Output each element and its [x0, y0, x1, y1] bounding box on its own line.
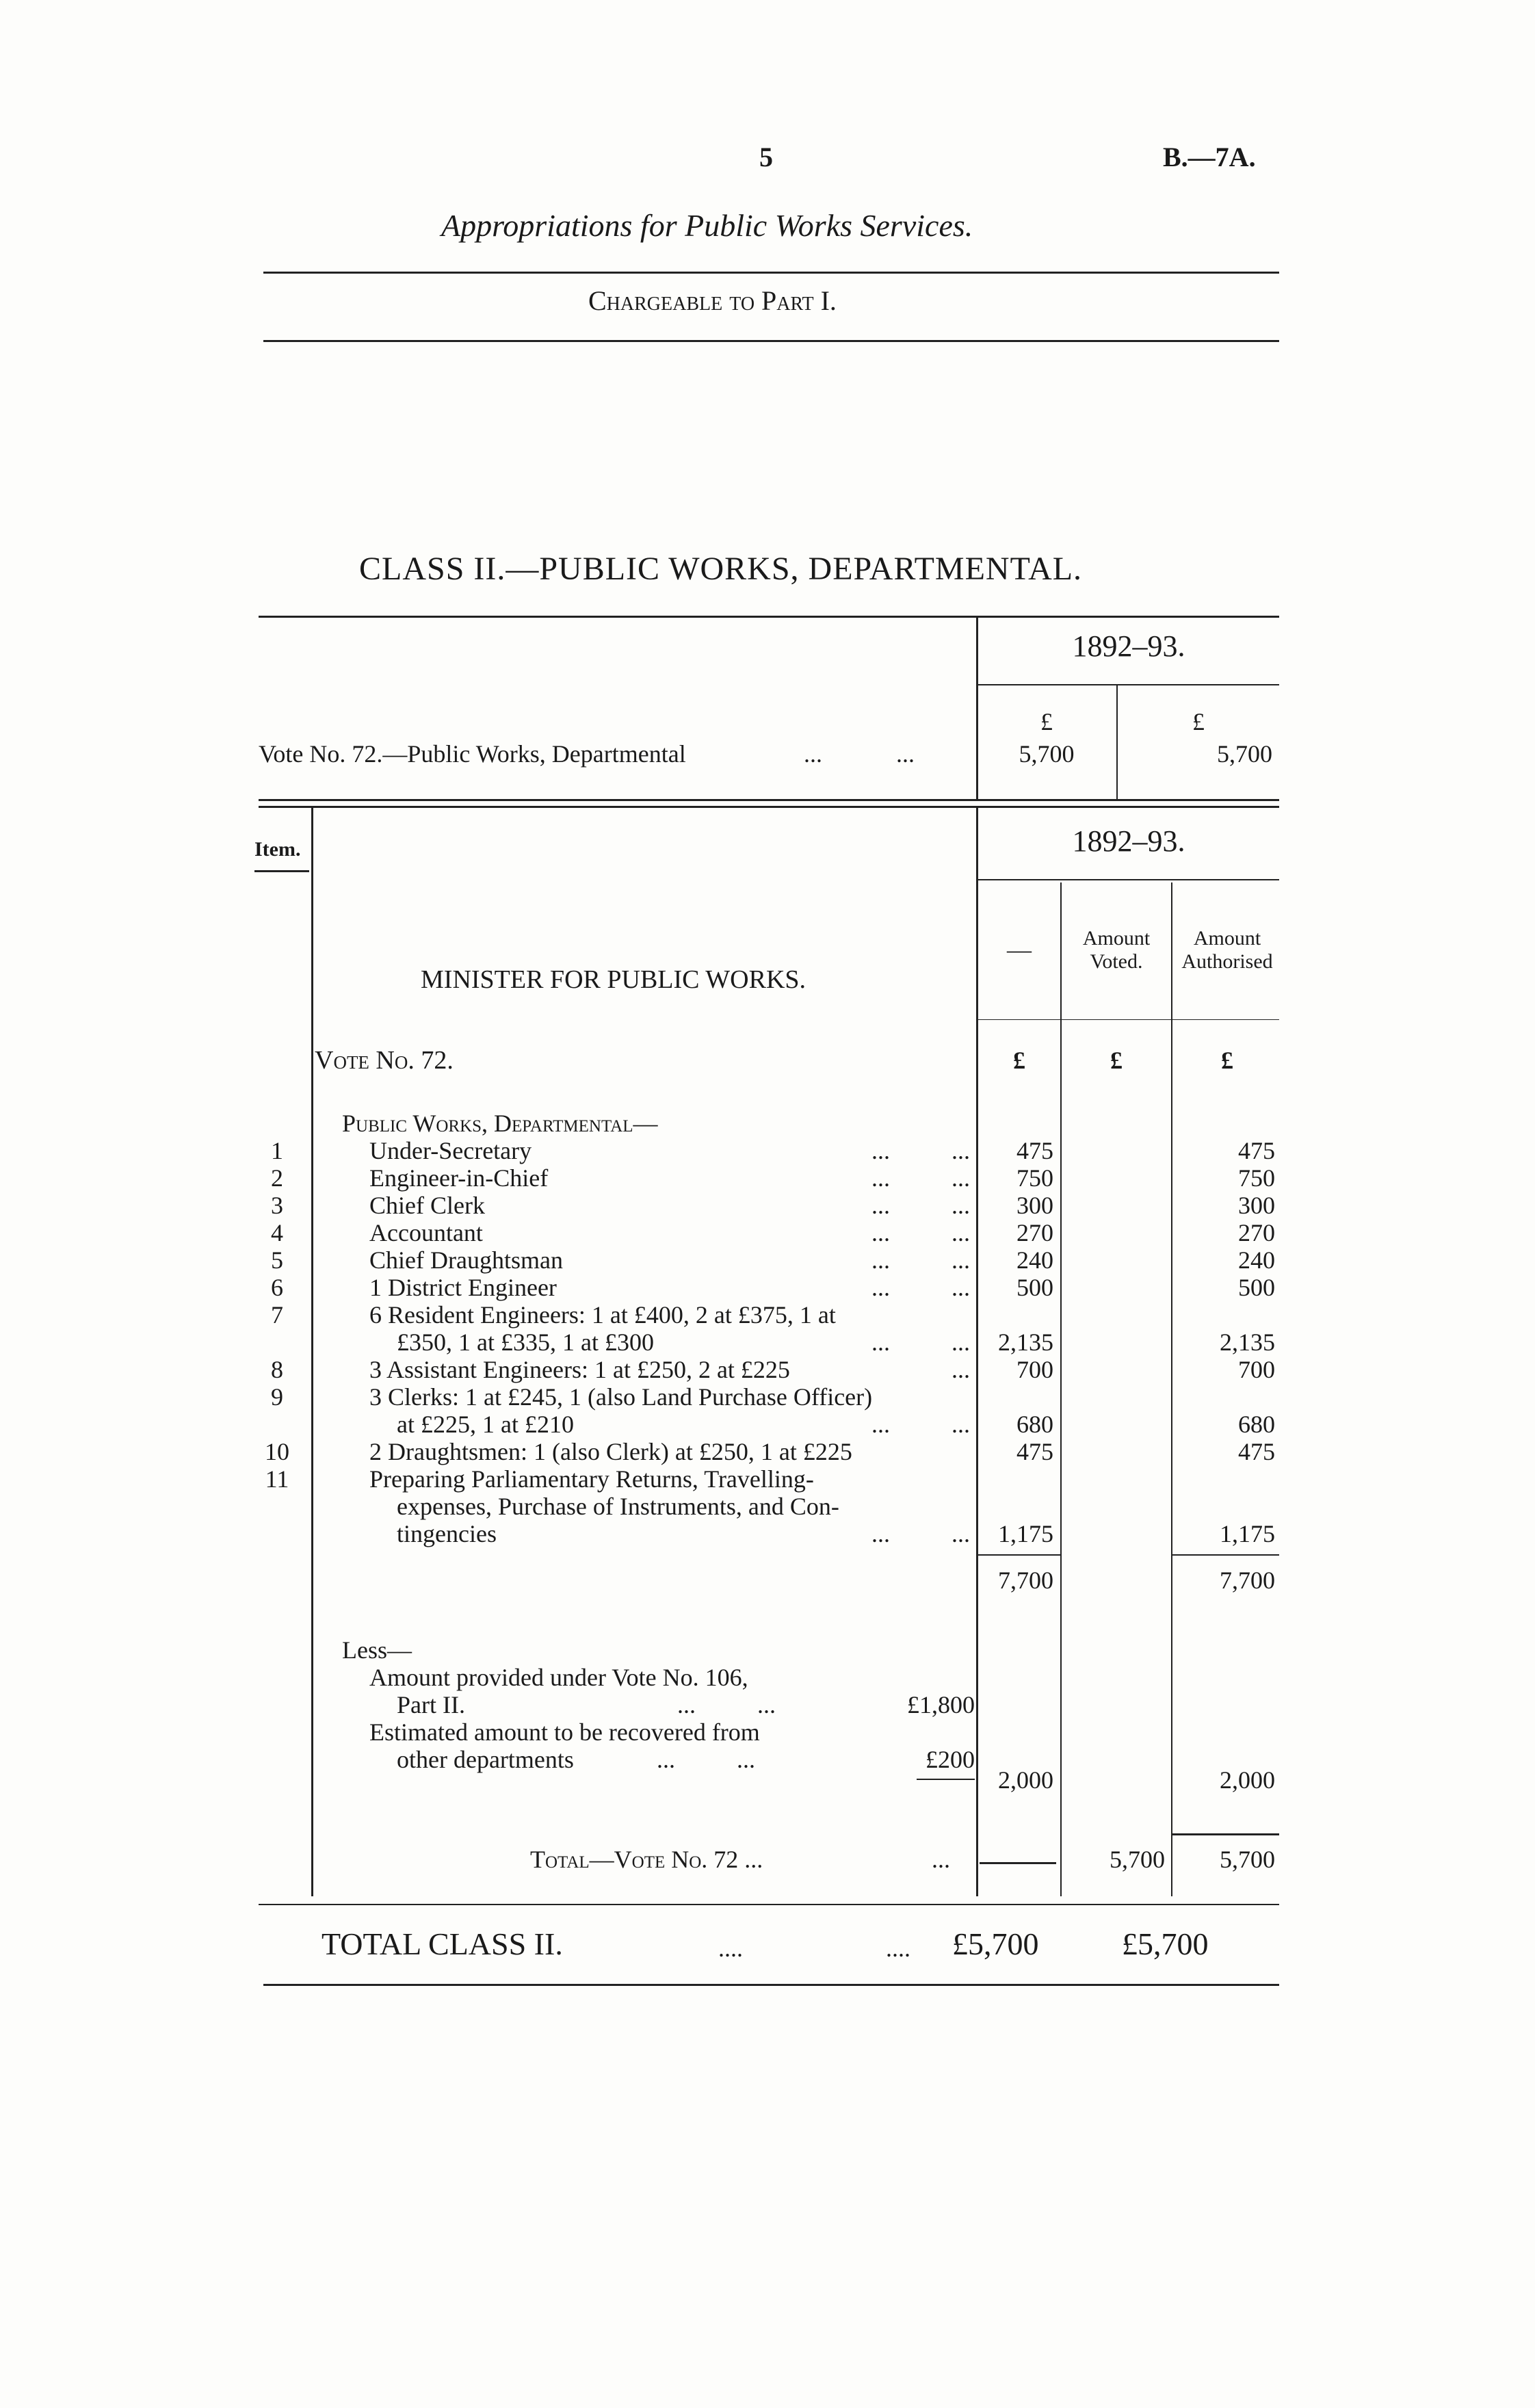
- item-description: 2 Draughtsmen: 1 (also Clerk) at £250, 1 at £225: [369, 1438, 852, 1465]
- item-description: Under-Secretary: [369, 1137, 532, 1164]
- currency-symbol: £: [1221, 1047, 1233, 1074]
- amount-voted-header: Amount Voted.: [1082, 927, 1151, 973]
- summary-year: 1892–93.: [1072, 629, 1185, 663]
- page-number: 5: [759, 142, 773, 172]
- dash-column-header: —: [1007, 936, 1032, 963]
- item-number: 1: [271, 1137, 283, 1164]
- item-number: 6: [271, 1274, 283, 1301]
- leader-dots: ... ...: [871, 1164, 970, 1192]
- item-amount: 1,175: [998, 1520, 1053, 1547]
- item-description: 1 District Engineer: [369, 1274, 557, 1301]
- leader-dots: ... ...: [871, 1520, 970, 1547]
- item-column-header: Item.: [254, 838, 301, 861]
- class-total-amount: £5,700: [952, 1926, 1039, 1961]
- less-item-line: Amount provided under Vote No. 106,: [369, 1664, 748, 1691]
- currency-symbol: £: [1192, 708, 1205, 735]
- rule: [978, 1019, 1279, 1020]
- rule: [263, 1984, 1279, 1986]
- vote-label: Vote No. 72.—Public Works, Departmental: [259, 740, 686, 768]
- leader-dots: ....: [718, 1935, 743, 1962]
- detail-year: 1892–93.: [1072, 824, 1185, 858]
- rule: [978, 1554, 1060, 1556]
- item-amount: 240: [1016, 1246, 1053, 1274]
- item-amount: 750: [1016, 1164, 1053, 1192]
- item-authorised: 475: [1238, 1438, 1275, 1465]
- vote-total-authorised: 5,700: [1220, 1846, 1275, 1873]
- rule: [263, 340, 1279, 342]
- item-authorised: 475: [1238, 1137, 1275, 1164]
- chargeable-heading: Chargeable to Part I.: [588, 285, 837, 316]
- rule: [978, 879, 1279, 880]
- currency-symbol: £: [1013, 1047, 1025, 1074]
- item-number: 11: [265, 1465, 289, 1493]
- rule: [980, 1862, 1056, 1864]
- document-reference: B.—7A.: [1163, 142, 1256, 172]
- amount-authorised-header: Amount Authorised: [1181, 927, 1273, 973]
- item-number: 7: [271, 1301, 283, 1329]
- item-description: 3 Assistant Engineers: 1 at £250, 2 at £225: [369, 1356, 790, 1383]
- rule: [254, 870, 309, 872]
- item-authorised: 750: [1238, 1164, 1275, 1192]
- class-total-amount: £5,700: [1122, 1926, 1209, 1961]
- class-total-label: TOTAL CLASS II.: [322, 1926, 563, 1961]
- rule: [1172, 1833, 1279, 1835]
- section-heading: Public Works, Departmental—: [342, 1110, 658, 1137]
- item-number: 8: [271, 1356, 283, 1383]
- summary-amount: 5,700: [1217, 740, 1272, 768]
- item-number: 10: [265, 1438, 289, 1465]
- leader-dots: ... ...: [871, 1192, 970, 1219]
- vote-number: Vote No. 72.: [315, 1046, 454, 1075]
- item-authorised: 1,175: [1220, 1520, 1275, 1547]
- less-item-line: Estimated amount to be recovered from: [369, 1718, 760, 1746]
- item-authorised: 680: [1238, 1411, 1275, 1438]
- leader-dots: ... ...: [871, 1246, 970, 1274]
- less-item-line: other departments: [397, 1746, 574, 1773]
- page-title: Appropriations for Public Works Services.: [441, 208, 973, 243]
- item-description: Preparing Parliamentary Returns, Travelling-: [369, 1465, 814, 1493]
- item-description: 3 Clerks: 1 at £245, 1 (also Land Purchase Officer): [369, 1383, 873, 1411]
- item-authorised: 500: [1238, 1274, 1275, 1301]
- column-divider: [311, 807, 313, 1896]
- item-description: at £225, 1 at £210: [397, 1411, 574, 1438]
- item-authorised: 2,135: [1220, 1329, 1275, 1356]
- leader-dots: ... ...: [657, 1746, 755, 1773]
- rule: [263, 272, 1279, 274]
- subtotal-authorised: 7,700: [1220, 1567, 1275, 1594]
- leader-dots: ... ...: [871, 1411, 970, 1438]
- item-authorised: 240: [1238, 1246, 1275, 1274]
- leader-dots: ....: [886, 1935, 910, 1962]
- vote-total-voted: 5,700: [1110, 1846, 1165, 1873]
- item-description: Chief Draughtsman: [369, 1246, 563, 1274]
- leader-dots: ... ...: [871, 1137, 970, 1164]
- leader-dots: ... ...: [871, 1274, 970, 1301]
- item-amount: 300: [1016, 1192, 1053, 1219]
- rule: [917, 1779, 975, 1780]
- item-amount: 475: [1016, 1438, 1053, 1465]
- item-number: 2: [271, 1164, 283, 1192]
- item-description: 6 Resident Engineers: 1 at £400, 2 at £375, 1 at: [369, 1301, 836, 1329]
- summary-amount: 5,700: [1019, 740, 1075, 768]
- item-number: 3: [271, 1192, 283, 1219]
- rule: [259, 616, 1279, 618]
- less-total-authorised: 2,000: [1220, 1766, 1275, 1794]
- less-total: 2,000: [998, 1766, 1053, 1794]
- item-description: expenses, Purchase of Instruments, and Con-: [397, 1493, 839, 1520]
- less-item-amount: £1,800: [907, 1691, 975, 1718]
- less-item-line: Part II.: [397, 1691, 465, 1718]
- currency-symbol: £: [1110, 1047, 1123, 1074]
- item-description: Chief Clerk: [369, 1192, 485, 1219]
- rule: [259, 806, 1279, 808]
- minister-heading: MINISTER FOR PUBLIC WORKS.: [421, 965, 806, 994]
- less-item-amount: £200: [926, 1746, 975, 1773]
- item-description: Accountant: [369, 1219, 483, 1246]
- item-authorised: 300: [1238, 1192, 1275, 1219]
- item-amount: 680: [1016, 1411, 1053, 1438]
- item-description: £350, 1 at £335, 1 at £300: [397, 1329, 654, 1356]
- item-authorised: 700: [1238, 1356, 1275, 1383]
- class-title: CLASS II.—PUBLIC WORKS, DEPARTMENTAL.: [359, 551, 1083, 587]
- item-description: Engineer-in-Chief: [369, 1164, 549, 1192]
- item-number: 5: [271, 1246, 283, 1274]
- leader-dots: ... ...: [677, 1691, 776, 1718]
- item-authorised: 270: [1238, 1219, 1275, 1246]
- vote-total-label: Total—Vote No. 72 ...: [530, 1846, 763, 1873]
- item-amount: 700: [1016, 1356, 1053, 1383]
- leader-dots: ... ...: [804, 740, 915, 768]
- item-amount: 500: [1016, 1274, 1053, 1301]
- column-divider: [1171, 882, 1172, 1896]
- rule: [259, 799, 1279, 801]
- item-number: 9: [271, 1383, 283, 1411]
- currency-symbol: £: [1040, 708, 1053, 735]
- item-amount: 270: [1016, 1219, 1053, 1246]
- item-description: tingencies: [397, 1520, 497, 1547]
- rule: [259, 1904, 1279, 1905]
- leader-dots: ...: [952, 1356, 970, 1383]
- rule: [1172, 1554, 1279, 1556]
- leader-dots: ... ...: [871, 1329, 970, 1356]
- item-amount: 475: [1016, 1137, 1053, 1164]
- leader-dots: ... ...: [871, 1219, 970, 1246]
- subtotal: 7,700: [998, 1567, 1053, 1594]
- rule: [978, 684, 1279, 685]
- leader-dots: ...: [932, 1846, 950, 1873]
- item-amount: 2,135: [998, 1329, 1053, 1356]
- item-number: 4: [271, 1219, 283, 1246]
- column-divider: [1060, 882, 1062, 1896]
- less-label: Less—: [342, 1636, 412, 1664]
